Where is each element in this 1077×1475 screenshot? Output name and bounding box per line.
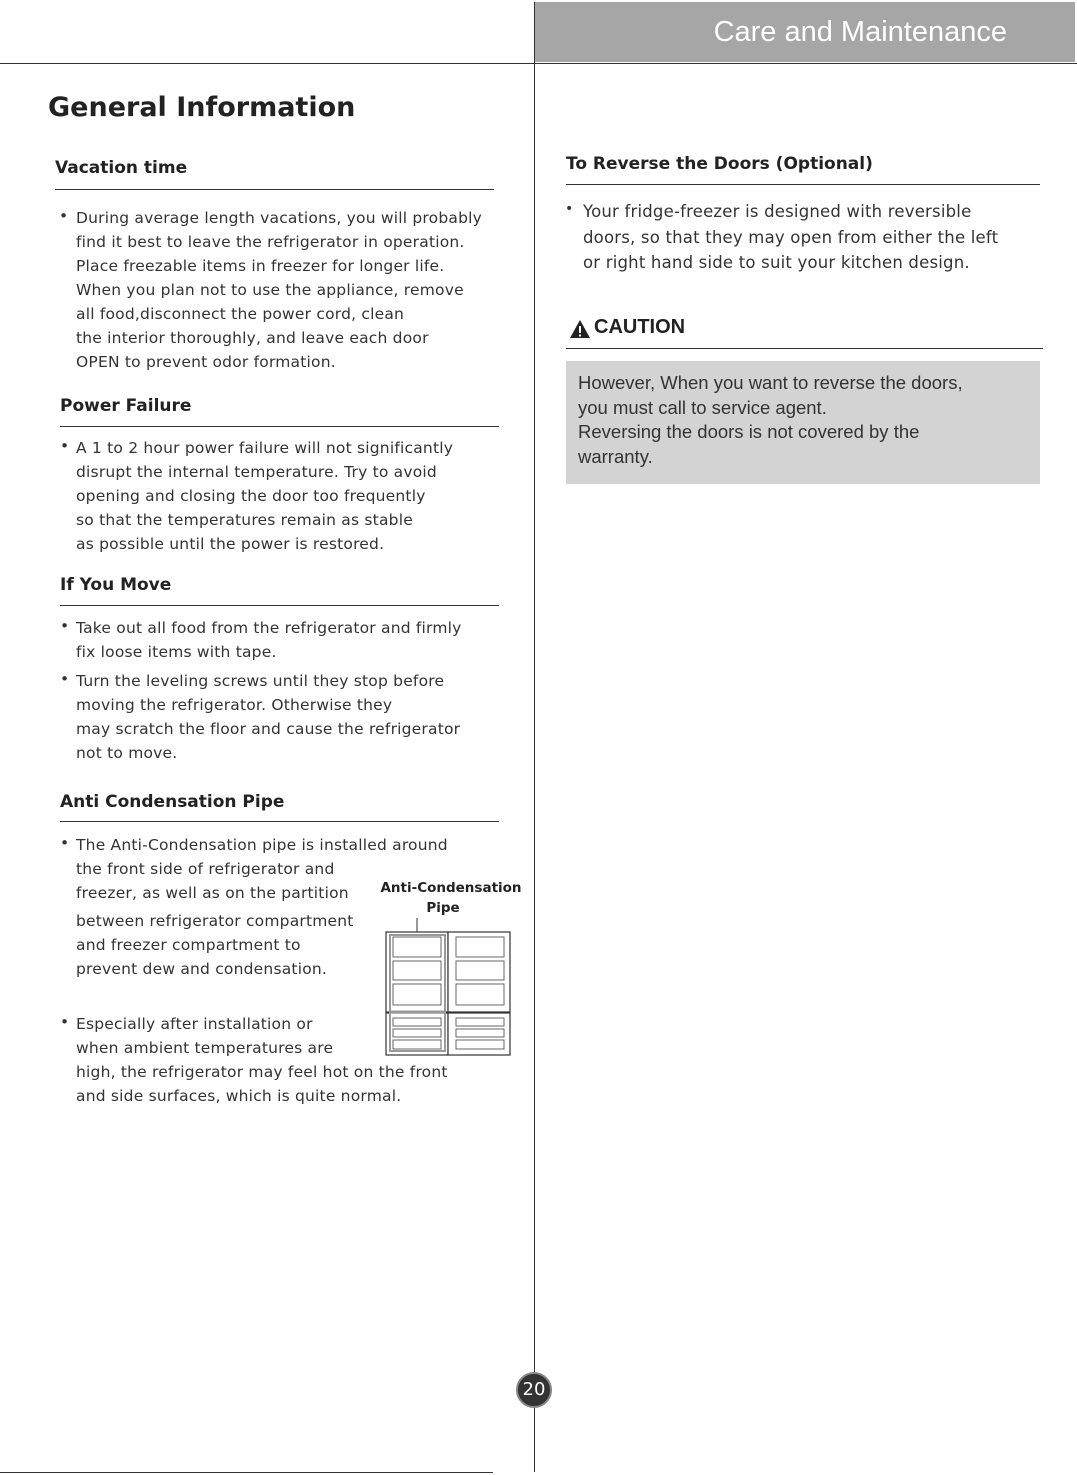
text-line: disrupt the internal temperature. Try to avoid	[76, 463, 437, 481]
text-line: doors, so that they may open from either the left	[583, 227, 999, 247]
reverse-text	[583, 199, 998, 276]
text-line: between refrigerator compartment	[76, 912, 354, 930]
move-text-2	[76, 669, 460, 765]
section-title-pipe: Anti Condensation Pipe	[60, 792, 285, 812]
center-divider	[534, 2, 535, 1472]
text-line: freezer, as well as on the partition	[76, 884, 349, 902]
text-line: high, the refrigerator may feel hot on the front	[76, 1063, 448, 1081]
section-title-reverse: To Reverse the Doors (Optional)	[566, 154, 873, 174]
fridge-outline-left	[386, 932, 448, 1012]
section-rule-reverse	[566, 184, 1040, 185]
text-line: as possible until the power is restored.	[76, 535, 385, 553]
text-line: so that the temperatures remain as stable	[76, 511, 413, 529]
text-line: Turn the leveling screws until they stop before	[76, 672, 445, 690]
bullet-marker: •	[60, 834, 70, 852]
text-line: fix loose items with tape.	[76, 643, 277, 661]
figure-label	[376, 878, 526, 918]
page-number: 20	[516, 1372, 552, 1408]
section-title-vacation: Vacation time	[55, 158, 188, 178]
text-line: and side surfaces, which is quite normal.	[76, 1087, 402, 1105]
figure-label-line: Anti-Condensation	[380, 880, 522, 896]
vacation-text	[76, 206, 482, 374]
header-title: Care and Maintenance	[713, 16, 1007, 48]
text-line: When you plan not to use the appliance, remove	[76, 281, 464, 299]
bullet-marker: •	[60, 1013, 70, 1031]
text-line: A 1 to 2 hour power failure will not significantly	[76, 439, 454, 457]
bullet-marker: •	[59, 207, 69, 225]
text-line: Especially after installation or	[76, 1015, 313, 1033]
text-line: However, When you want to reverse the doors,	[578, 372, 963, 393]
text-line: opening and closing the door too frequently	[76, 487, 426, 505]
text-line: you must call to service agent.	[578, 396, 827, 418]
section-title-move: If You Move	[60, 575, 172, 595]
bullet-marker: •	[60, 437, 70, 455]
text-line: During average length vacations, you will probably	[76, 209, 482, 227]
text-line: may scratch the floor and cause the refrigerator	[76, 720, 461, 738]
text-line: find it best to leave the refrigerator in operation.	[76, 233, 465, 251]
header-rule	[0, 63, 1077, 64]
text-line: all food,disconnect the power cord, clean	[76, 305, 405, 323]
text-line: or right hand side to suit your kitchen design.	[583, 253, 970, 272]
move-text-1	[76, 616, 462, 664]
bullet-marker: •	[60, 670, 70, 688]
section-rule-vacation	[55, 189, 494, 190]
bullet-marker: •	[565, 201, 574, 217]
section-rule-move	[60, 605, 499, 606]
section-rule-power	[60, 426, 499, 427]
text-line: the front side of refrigerator and	[76, 860, 335, 878]
text-line: moving the refrigerator. Otherwise they	[76, 696, 393, 714]
text-line: Your fridge-freezer is designed with reversible	[583, 202, 972, 221]
text-line: Reversing the doors is not covered by the	[578, 421, 920, 442]
text-line: warranty.	[578, 445, 653, 467]
caution-heading	[594, 316, 685, 339]
text-line: Place freezable items in freezer for longer life.	[76, 257, 445, 275]
text-line: the interior thoroughly, and leave each door	[76, 329, 429, 347]
power-text	[76, 436, 453, 556]
text-line: Take out all food from the refrigerator and firmly	[76, 619, 462, 637]
fridge-outline-right	[448, 932, 510, 1012]
footer-rule	[0, 1472, 493, 1473]
caution-box	[566, 361, 1040, 484]
caution-heading-text: CAUTION	[594, 316, 686, 338]
warning-icon	[569, 319, 591, 339]
caution-rule	[566, 348, 1043, 349]
text-line: when ambient temperatures are	[76, 1039, 334, 1057]
caution-text	[578, 371, 963, 469]
section-title-power: Power Failure	[60, 396, 192, 416]
section-rule-pipe	[60, 821, 499, 822]
text-line: not to move.	[76, 744, 178, 762]
text-line: prevent dew and condensation.	[76, 960, 328, 978]
text-line: and freezer compartment to	[76, 936, 301, 954]
text-line: OPEN to prevent odor formation.	[76, 353, 336, 371]
header-band	[535, 2, 1075, 62]
page-title: General Information	[48, 92, 356, 123]
fridge-diagram	[380, 915, 516, 1061]
bullet-marker: •	[60, 617, 70, 635]
figure-label-line: Pipe	[426, 900, 460, 916]
text-line: The Anti-Condensation pipe is installed around	[76, 836, 448, 854]
